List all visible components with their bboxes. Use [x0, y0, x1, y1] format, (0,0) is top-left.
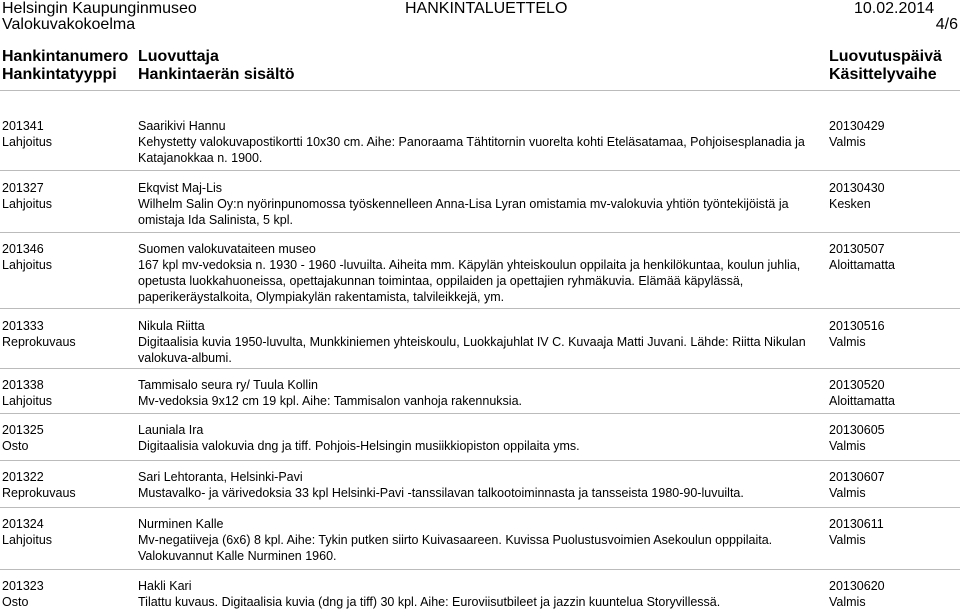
- entry-donor: Nikula Riitta: [138, 319, 205, 333]
- entry-number: 201333: [2, 319, 44, 333]
- entry-donor: Saarikivi Hannu: [138, 119, 226, 133]
- entry-donor: Hakli Kari: [138, 579, 192, 593]
- entry-description: Kehystetty valokuvapostikortti 10x30 cm. Aihe: Panoraama Tähtitornin vuorelta kohti Eteläsatamaa, Pohjoisesplanadia ja Katajanokkaa n. 1900.: [138, 135, 805, 165]
- entry-type: Lahjoitus: [2, 258, 53, 272]
- entry-donor: Nurminen Kalle: [138, 517, 224, 531]
- entry-stage: Valmis: [829, 486, 866, 500]
- entry-type: Reprokuvaus: [2, 486, 76, 500]
- page-header: [0, 0, 960, 36]
- entry-number: 201327: [2, 181, 44, 195]
- entry-divider: [0, 308, 960, 309]
- entry-description: Wilhelm Salin Oy:n nyörinpunomossa työskennelleen Anna-Lisa Lyran omistamia mv-valokuvia yhtiön työntekijöistä ja omistaja Ida Salinista, 5 kpl.: [138, 197, 789, 227]
- entry-donor: Tammisalo seura ry/ Tuula Kollin: [138, 378, 318, 392]
- entry-type: Osto: [2, 595, 29, 609]
- entry-date: 20130520: [829, 378, 885, 392]
- entry-stage: Valmis: [829, 595, 866, 609]
- entry-type: Lahjoitus: [2, 394, 53, 408]
- column-header-number: Hankintanumero: [2, 48, 129, 65]
- header-divider: [0, 90, 960, 91]
- entry-divider: [0, 413, 960, 414]
- entry-type: Reprokuvaus: [2, 335, 76, 349]
- column-header-from: Luovuttaja: [138, 48, 219, 65]
- entry-donor: Ekqvist Maj-Lis: [138, 181, 223, 195]
- entry-stage: Valmis: [829, 533, 866, 547]
- entry-number: 201325: [2, 423, 44, 437]
- entry-description: Mustavalko- ja värivedoksia 33 kpl Helsinki-Pavi -tanssilavan talkootoiminnasta ja tansseista 1980-90-luvuilta.: [138, 486, 744, 500]
- entry-type: Lahjoitus: [2, 533, 53, 547]
- entry-number: 201322: [2, 470, 44, 484]
- entry-divider: [0, 460, 960, 461]
- entry-description: Digitaalisia kuvia 1950-luvulta, Munkkiniemen yhteiskoulu, Luokkajuhlat IV C. Kuvaaja Matti Juvani. Lähde: Riitta Nikulan valokuva-albumi.: [138, 335, 806, 365]
- entry-type: Lahjoitus: [2, 135, 53, 149]
- entry-stage: Valmis: [829, 135, 866, 149]
- entry-date: 20130516: [829, 319, 885, 333]
- entry-stage: Aloittamatta: [829, 258, 896, 272]
- entry-type: Lahjoitus: [2, 197, 53, 211]
- column-header-date: Luovutuspäivä: [829, 48, 942, 65]
- entry-date: 20130620: [829, 579, 885, 593]
- print-date: 10.02.2014: [854, 0, 935, 17]
- entry-date: 20130429: [829, 119, 885, 133]
- column-header-type: Hankintatyyppi: [2, 66, 117, 83]
- entry-number: 201338: [2, 378, 44, 392]
- organization-name: Helsingin Kaupunginmuseo: [2, 0, 197, 17]
- entry-divider: [0, 170, 960, 171]
- document-title: HANKINTALUETTELO: [405, 0, 568, 17]
- entry-date: 20130605: [829, 423, 885, 437]
- entry-date: 20130430: [829, 181, 885, 195]
- entry-stage: Aloittamatta: [829, 394, 896, 408]
- entry-divider: [0, 569, 960, 570]
- entry-description: Mv-vedoksia 9x12 cm 19 kpl. Aihe: Tammisalon vanhoja rakennuksia.: [138, 394, 522, 408]
- entry-number: 201341: [2, 119, 44, 133]
- entry-number: 201346: [2, 242, 44, 256]
- entry-stage: Valmis: [829, 439, 866, 453]
- entry-divider: [0, 507, 960, 508]
- entry-number: 201323: [2, 579, 44, 593]
- entry-description: Digitaalisia valokuvia dng ja tiff. Pohjois-Helsingin musiikkiopiston oppilaita yms.: [138, 439, 580, 453]
- entry-date: 20130607: [829, 470, 885, 484]
- entry-donor: Sari Lehtoranta, Helsinki-Pavi: [138, 470, 303, 484]
- entry-description: Mv-negatiiveja (6x6) 8 kpl. Aihe: Tykin putken siirto Kuivasaareen. Kuvissa Puolustusvoimien Asekoulun opppilaita. Valokuvannut Kalle Nurminen 1960.: [138, 533, 773, 563]
- entry-divider: [0, 232, 960, 233]
- entry-stage: Valmis: [829, 335, 866, 349]
- entry-stage: Kesken: [829, 197, 871, 211]
- entry-donor: Launiala Ira: [138, 423, 204, 437]
- column-header-content: Hankintaerän sisältö: [138, 66, 295, 83]
- entry-divider: [0, 368, 960, 369]
- collection-name: Valokuvakokoelma: [2, 16, 136, 33]
- entry-type: Osto: [2, 439, 29, 453]
- column-header-stage: Käsittelyvaihe: [829, 66, 937, 83]
- page-number: 4/6: [935, 16, 958, 33]
- entry-number: 201324: [2, 517, 44, 531]
- entry-date: 20130611: [829, 517, 884, 531]
- entry-donor: Suomen valokuvataiteen museo: [138, 242, 316, 256]
- entry-description: 167 kpl mv-vedoksia n. 1930 - 1960 -luvuilta. Aiheita mm. Käpylän yhteiskoulun oppilaita ja henkilökuntaa, koulun juhlia, opetusta luokkahuoneissa, opettajakunnan toimintaa, oppilaiden ja opettajien ryhmäkuvia. Elämää käpylässä, paperikeräystalkoita, Olympiakylän rakentamista, talvileikkejä, ym.: [138, 258, 801, 304]
- entry-date: 20130507: [829, 242, 885, 256]
- entry-description: Tilattu kuvaus. Digitaalisia kuvia (dng ja tiff) 30 kpl. Aihe: Euroviisutbileet ja jazzin kuuntelua Storyvillessä.: [138, 595, 721, 609]
